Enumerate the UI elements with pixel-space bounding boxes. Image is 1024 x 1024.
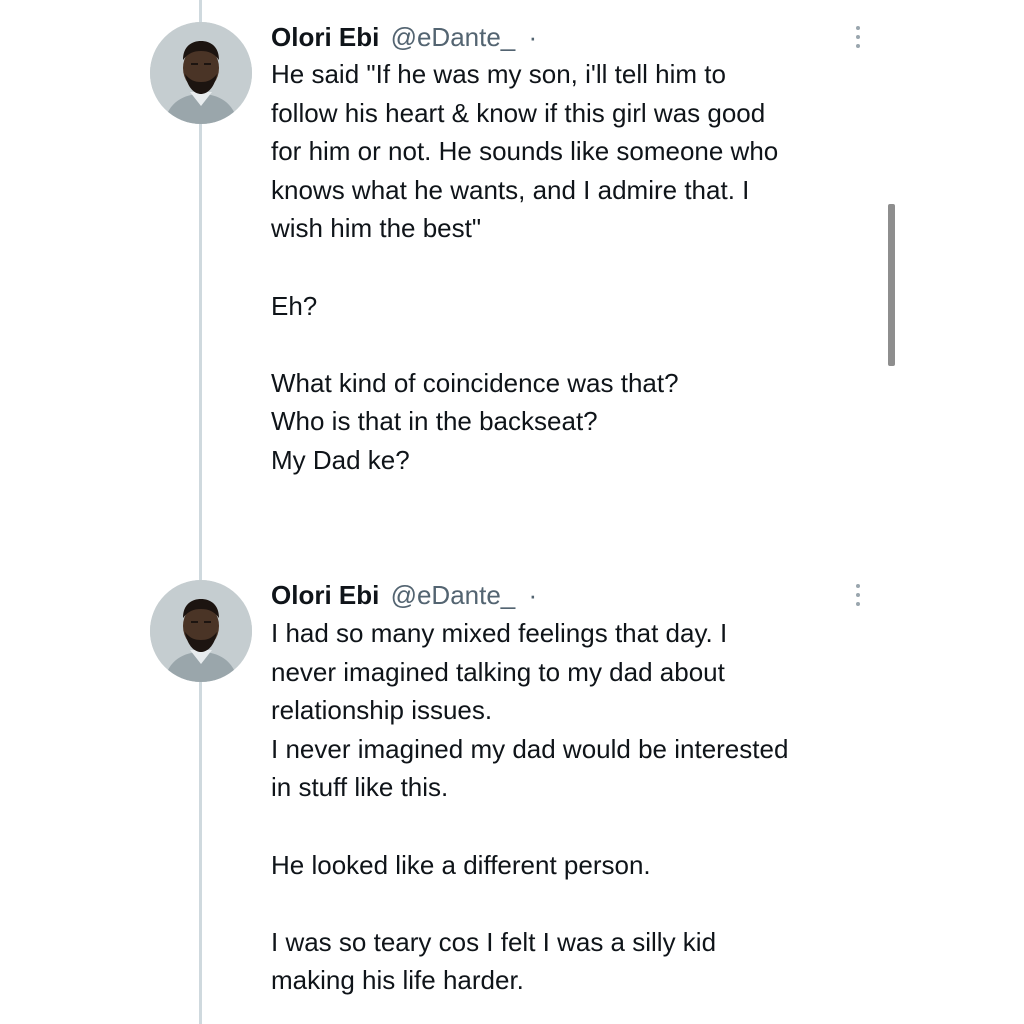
paragraph-gap [271, 248, 891, 287]
header-separator: · [528, 22, 538, 52]
author-avatar[interactable] [150, 22, 252, 124]
author-handle[interactable]: @eDante_ [390, 580, 516, 610]
tweet-line: He said "If he was my son, i'll tell him to [271, 59, 726, 89]
tweet-line: knows what he wants, and I admire that. I [271, 174, 750, 205]
tweet-line: Eh? [271, 290, 318, 321]
paragraph-gap [271, 325, 891, 364]
tweet-line: Who is that in the backseat? [271, 406, 598, 437]
paragraph-gap [271, 807, 891, 846]
tweet-line: relationship issues. [271, 695, 493, 726]
tweet-line: I was so teary cos I felt I was a silly kid [271, 926, 717, 957]
tweet-line: He looked like a different person. [271, 849, 651, 880]
tweet-line: for him or not. He sounds like someone who [271, 136, 779, 167]
tweet-line: in stuff like this. [271, 772, 449, 803]
author-name[interactable]: Olori Ebi [271, 580, 380, 610]
thread-connector-line [199, 0, 202, 1024]
more-options-icon[interactable] [846, 580, 870, 610]
author-name[interactable]: Olori Ebi [271, 22, 380, 52]
author-handle[interactable]: @eDante_ [390, 22, 516, 52]
tweet-line: never imagined talking to my dad about [271, 656, 725, 687]
profile-photo-icon [150, 580, 252, 682]
tweet-text [271, 55, 891, 480]
tweet-line: My Dad ke? [271, 444, 410, 475]
header-separator: · [528, 580, 538, 610]
tweet-header [271, 22, 537, 52]
tweet-line: What kind of coincidence was that? [271, 367, 679, 398]
profile-photo-icon [150, 22, 252, 124]
tweet-line: I never imagined my dad would be interested [271, 733, 789, 764]
tweet-line: making his life harder. [271, 965, 524, 996]
tweet-line: I had so many mixed feelings that day. I [271, 618, 728, 648]
tweet-line: wish him the best" [271, 213, 482, 244]
tweet-text [271, 614, 891, 1000]
author-avatar[interactable] [150, 580, 252, 682]
tweet-header [271, 580, 537, 610]
tweet-line: follow his heart & know if this girl was good [271, 97, 766, 128]
paragraph-gap [271, 884, 891, 923]
more-options-icon[interactable] [846, 22, 870, 52]
